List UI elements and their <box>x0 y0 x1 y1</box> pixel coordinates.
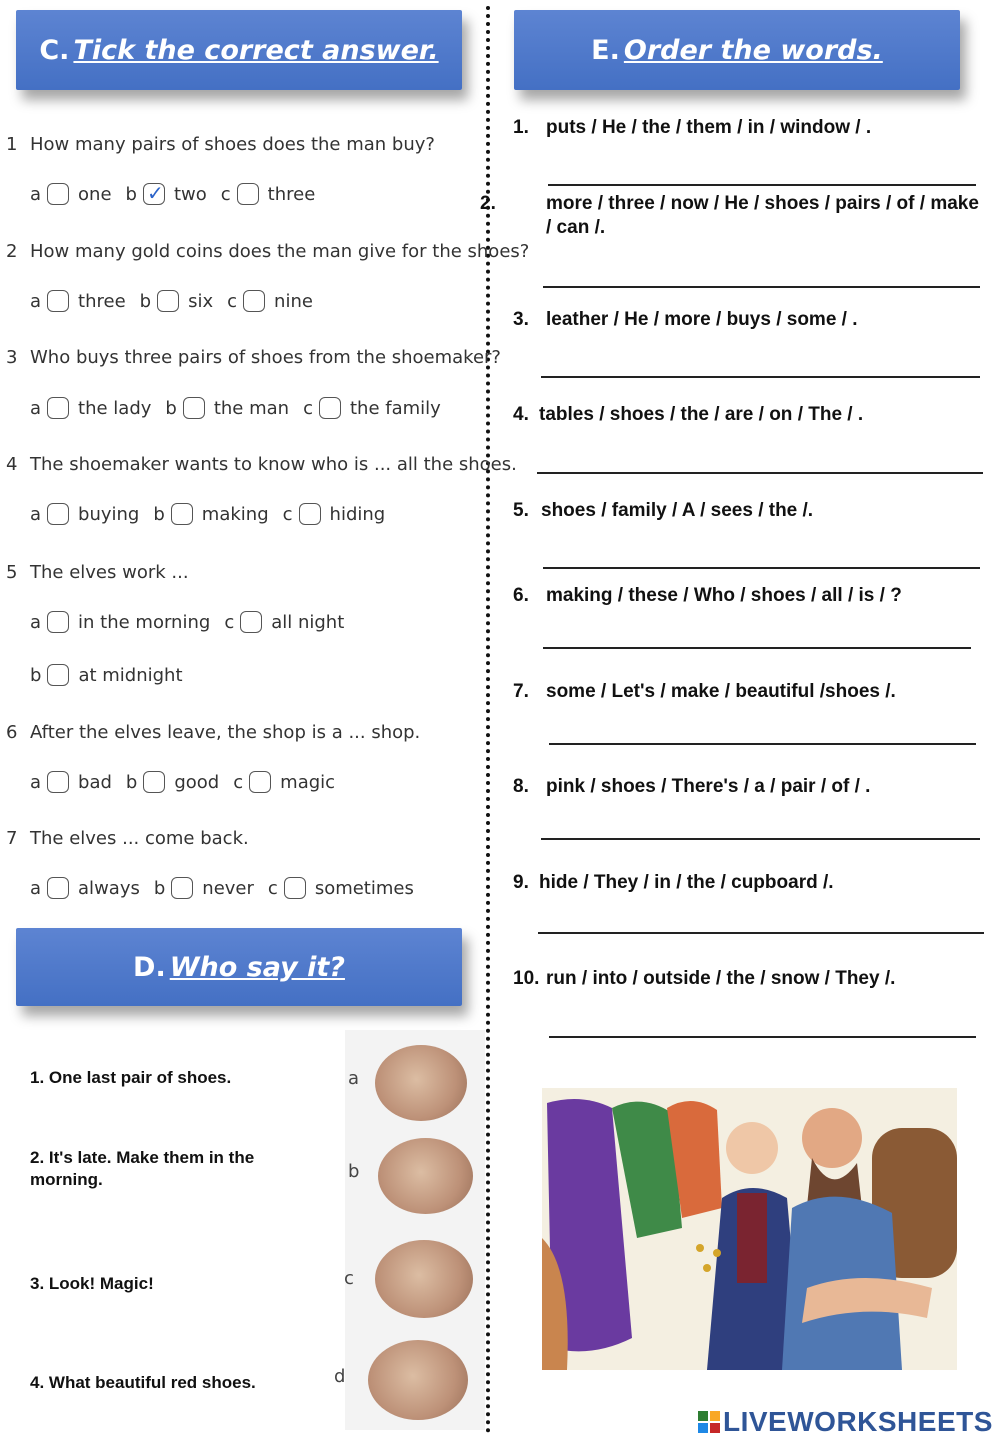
section-d-banner <box>16 928 462 1006</box>
question-6: 6 After the elves leave, the shop is a ... shop. <box>6 722 421 743</box>
question-2: 2 How many gold coins does the man give for the shoes? <box>6 241 530 262</box>
section-d-letter: D. <box>133 951 166 983</box>
section-e-letter: E. <box>591 34 620 66</box>
answer-line-3[interactable] <box>541 376 980 378</box>
order-item-6: 6. making / these / Who / shoes / all / is / ? <box>513 585 902 606</box>
answer-line-4[interactable] <box>537 472 983 474</box>
answer-checkbox-checked[interactable] <box>143 183 165 205</box>
answer-line-7[interactable] <box>549 743 976 745</box>
question-4-options: a buying b making c hiding <box>30 503 386 525</box>
question-3: 3 Who buys three pairs of shoes from the shoemaker? <box>6 347 501 368</box>
question-1: 1 How many pairs of shoes does the man buy? <box>6 134 435 155</box>
order-item-9: 9. hide / They / in / the / cupboard /. <box>513 872 834 893</box>
section-e-banner <box>514 10 960 90</box>
quote-3: 3. Look! Magic! <box>30 1274 154 1293</box>
section-c-title: Tick the correct answer. <box>73 34 439 66</box>
answer-checkbox[interactable] <box>47 290 69 312</box>
order-item-5: 5. shoes / family / A / sees / the /. <box>513 500 814 521</box>
answer-checkbox[interactable] <box>47 183 69 205</box>
answer-checkbox[interactable] <box>157 290 179 312</box>
question-5-options-row2: b at midnight <box>30 664 183 686</box>
elf-picture-a <box>375 1045 467 1121</box>
order-item-10: 10. run / into / outside / the / snow / They /. <box>513 968 896 989</box>
quote-1: 1. One last pair of shoes. <box>30 1068 232 1087</box>
section-d-title: Who say it? <box>169 951 345 983</box>
answer-checkbox[interactable] <box>240 611 262 633</box>
speaker-letter-d: d <box>334 1366 346 1387</box>
question-4: 4 The shoemaker wants to know who is ... all the shoes. <box>6 454 517 475</box>
elf-picture-b <box>378 1138 473 1214</box>
quote-4: 4. What beautiful red shoes. <box>30 1373 256 1392</box>
answer-line-6[interactable] <box>543 647 971 649</box>
answer-checkbox[interactable] <box>243 290 265 312</box>
order-item-3: 3. leather / He / more / buys / some / . <box>513 309 858 330</box>
question-6-options: a bad b good c magic <box>30 771 336 793</box>
answer-checkbox[interactable] <box>143 771 165 793</box>
answer-checkbox[interactable] <box>47 664 69 686</box>
answer-line-9[interactable] <box>538 932 984 934</box>
speaker-letter-b: b <box>348 1161 360 1182</box>
section-c-letter: C. <box>39 34 70 66</box>
question-7: 7 The elves ... come back. <box>6 828 249 849</box>
answer-checkbox[interactable] <box>249 771 271 793</box>
order-item-1: 1. puts / He / the / them / in / window / . <box>513 117 872 138</box>
elf-picture-d <box>368 1340 468 1420</box>
shoemaker-elves-illustration <box>542 1088 957 1370</box>
order-item-7: 7. some / Let's / make / beautiful /shoes /. <box>513 681 896 702</box>
answer-checkbox[interactable] <box>237 183 259 205</box>
order-item-2: 2. more / three / now / He / shoes / pairs / of / make / can /. <box>480 193 979 238</box>
question-5-options-row1: a in the morning c all night <box>30 611 345 633</box>
answer-line-10[interactable] <box>549 1036 976 1038</box>
question-5: 5 The elves work ... <box>6 562 189 583</box>
answer-checkbox[interactable] <box>47 877 69 899</box>
answer-checkbox[interactable] <box>47 771 69 793</box>
speaker-letter-c: c <box>344 1268 354 1289</box>
answer-line-2[interactable] <box>543 286 980 288</box>
order-item-4: 4. tables / shoes / the / are / on / The / . <box>513 404 864 425</box>
answer-checkbox[interactable] <box>171 877 193 899</box>
answer-checkbox[interactable] <box>47 397 69 419</box>
answer-checkbox[interactable] <box>299 503 321 525</box>
answer-checkbox[interactable] <box>319 397 341 419</box>
answer-checkbox[interactable] <box>47 503 69 525</box>
liveworksheets-logo <box>698 1406 993 1438</box>
question-1-options: a one b ✓ two c three <box>30 183 329 205</box>
logo-squares-icon <box>698 1411 720 1433</box>
answer-line-8[interactable] <box>541 838 980 840</box>
question-7-options: a always b never c sometimes <box>30 877 414 899</box>
elf-picture-c <box>375 1240 473 1318</box>
order-item-8: 8. pink / shoes / There's / a / pair / of / . <box>513 776 871 797</box>
answer-checkbox[interactable] <box>183 397 205 419</box>
answer-line-1[interactable] <box>548 184 976 186</box>
section-e-title: Order the words. <box>623 34 883 66</box>
question-2-options: a three b six c nine <box>30 290 313 312</box>
answer-checkbox[interactable] <box>47 611 69 633</box>
answer-checkbox[interactable] <box>171 503 193 525</box>
question-3-options: a the lady b the man c the family <box>30 397 441 419</box>
quote-2: 2. It's late. Make them in the morning. <box>30 1148 255 1189</box>
logo-text: LIVEWORKSHEETS <box>723 1406 993 1437</box>
speaker-letter-a: a <box>348 1068 360 1089</box>
illustration-drawing <box>542 1088 957 1370</box>
answer-checkbox[interactable] <box>284 877 306 899</box>
column-divider <box>486 6 490 1434</box>
answer-line-5[interactable] <box>543 567 980 569</box>
section-c-banner <box>16 10 462 90</box>
